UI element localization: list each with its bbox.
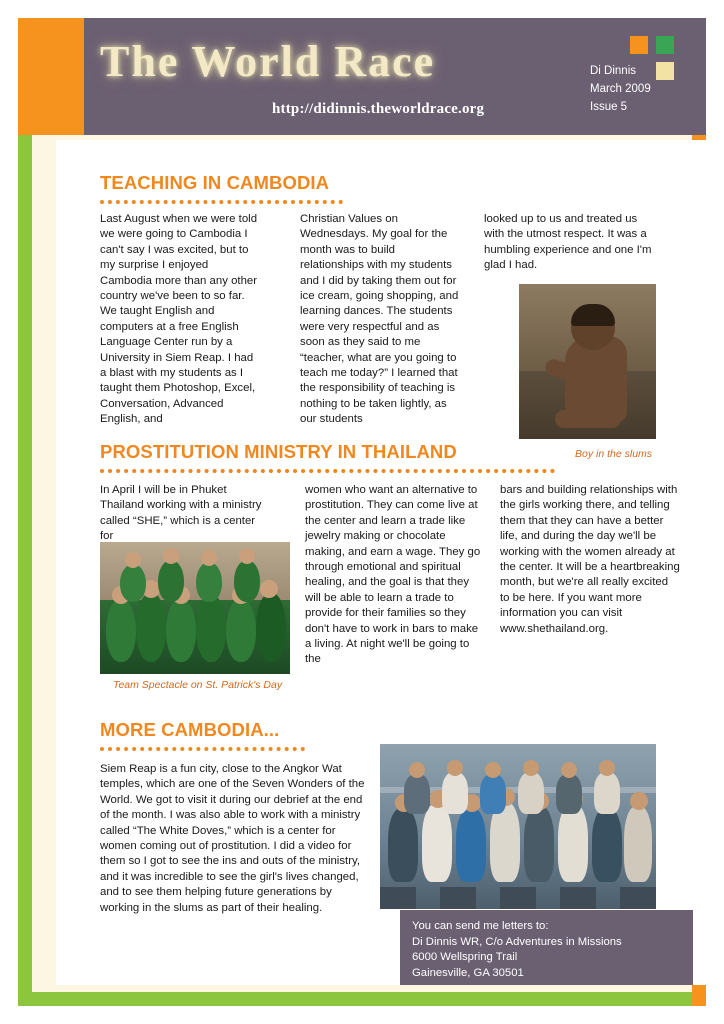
photo-team-person (106, 598, 136, 662)
caption-team-spectacle: Team Spectacle on St. Patrick's Day (113, 679, 283, 691)
photo-doves-head (630, 792, 648, 810)
photo-doves-chair (380, 887, 416, 909)
rule-article-3 (100, 747, 305, 751)
caption-boy-in-the-slums: Boy in the slums (575, 448, 653, 460)
photo-doves-chair (440, 887, 476, 909)
rule-article-2 (100, 469, 555, 473)
photo-doves-head (599, 760, 615, 776)
article-1-column-1: Last August when we were told we were going to Cambodia I can't say I was excited, but to my surprise I enjoyed Cambodia more than any other country we've been to so far. We taught English and computers at a free English Language Center run by a University in Siem Reap. I had a blast with my students as I taught them Photoshop, Excel, Conversation, Advanced English, and (100, 213, 258, 426)
photo-team-person (256, 592, 286, 662)
photo-doves-person (456, 808, 486, 882)
photo-team-person (196, 562, 222, 602)
photo-team-head (239, 548, 255, 564)
photo-team-person (234, 560, 260, 602)
photo-doves-chair (500, 887, 536, 909)
photo-team-person (226, 598, 256, 662)
publication-title: The World Race (100, 37, 436, 86)
address-line-3: Gainesville, GA 30501 (412, 966, 524, 979)
photo-team-head (260, 580, 278, 598)
photo-doves-person (404, 774, 430, 814)
article-title-teaching-in-cambodia: TEACHING IN CAMBODIA (100, 172, 330, 193)
photo-team-person (196, 594, 226, 662)
address-line-2: 6000 Wellspring Trail (412, 951, 518, 964)
author-name: Di Dinnis (590, 65, 637, 77)
bottom-green-border (18, 992, 706, 1006)
article-2-column-1: In April I will be in Phuket Thailand working with a ministry called “SHE,” which is a center for (100, 484, 262, 543)
photo-doves-head (447, 760, 463, 776)
photo-doves-head (485, 762, 501, 778)
photo-boy-leg (555, 410, 621, 428)
photo-doves-person (592, 808, 622, 882)
photo-doves-head (409, 762, 425, 778)
blog-url[interactable]: http://didinnis.theworldrace.org (272, 101, 485, 117)
photo-doves-person (480, 774, 506, 814)
photo-doves-person (556, 774, 582, 814)
photo-doves-head (561, 762, 577, 778)
left-green-border (18, 18, 32, 1006)
photo-team-spectacle (100, 542, 290, 674)
photo-white-doves-group (380, 744, 656, 909)
address-intro: You can send me letters to: (412, 920, 549, 932)
photo-team-head (125, 552, 141, 568)
photo-team-person (120, 564, 146, 602)
article-title-prostitution-ministry-in-thailand: PROSTITUTION MINISTRY IN THAILAND (100, 441, 457, 462)
photo-doves-person (524, 806, 554, 882)
photo-doves-person (624, 806, 652, 882)
masthead-orange-block (18, 18, 84, 135)
contact-address-box (400, 910, 693, 985)
photo-boy-in-the-slums (519, 284, 656, 439)
photo-doves-person (518, 772, 544, 814)
photo-team-person (136, 592, 166, 662)
article-1-column-3: looked up to us and treated us with the utmost respect. It was a humbling experience and one I'm glad I had. (484, 213, 652, 272)
photo-doves-person (594, 772, 620, 814)
photo-doves-person (490, 802, 520, 882)
article-2-column-3: bars and building relationships with the girls working there, and telling them that they can have a better life, and during the day we'll be working with the women already at the center. It will be a heartbreaking month, but we're all really excited to be here. If you want more information you can visit www.shethailand.org. (500, 484, 680, 635)
photo-team-person (166, 598, 196, 662)
swatch-green (656, 36, 674, 54)
photo-doves-person (422, 804, 452, 882)
article-1-column-2: Christian Values on Wednesdays. My goal for the month was to build relationships with my students and I did by taking them out for ice cream, going shopping, and learning dances. The students were very respectful and as soon as they said to me “teacher, what are you going to teach me today?” I learned that the responsibility of teaching is nothing to be taken lightly, as our students (300, 213, 459, 426)
issue-date: March 2009 (590, 83, 651, 95)
article-2-column-2: women who want an alternative to prostitution. They can come live at the center and learn a trade like jewelry making or chocolate making, and earn a wage. They go through emotional and spiritual healing, and the goal is that they will be able to learn a trade to provide for their families so they don't have to work in bars to make a living. At night we'll be going to the (305, 484, 481, 666)
photo-team-head (201, 550, 217, 566)
photo-doves-person (442, 772, 468, 814)
address-line-1: Di Dinnis WR, C/o Adventures in Missions (412, 935, 622, 948)
photo-team-head (163, 548, 179, 564)
photo-doves-chair (620, 887, 656, 909)
issue-meta (590, 62, 700, 116)
photo-doves-head (523, 760, 539, 776)
issue-number: Issue 5 (590, 101, 628, 113)
photo-doves-person (388, 808, 418, 882)
photo-team-person (158, 560, 184, 602)
photo-doves-person (558, 804, 588, 882)
rule-article-1 (100, 200, 343, 204)
swatch-orange (630, 36, 648, 54)
article-3-column-1: Siem Reap is a fun city, close to the Angkor Wat temples, which are one of the Seven Wonders of the World. We got to visit it during our debrief at the end of the month. I was also able to work with a ministry called “The White Doves,” which is a center for women coming out of prostitution. I did a video for them so I got to see the ins and outs of the ministry, and it was incredible to see the girl's lives changed, and to see them helping future generations by working in the slums as part of their healing. (100, 763, 365, 914)
article-title-more-cambodia: MORE CAMBODIA... (100, 719, 280, 740)
photo-doves-chair (560, 887, 596, 909)
